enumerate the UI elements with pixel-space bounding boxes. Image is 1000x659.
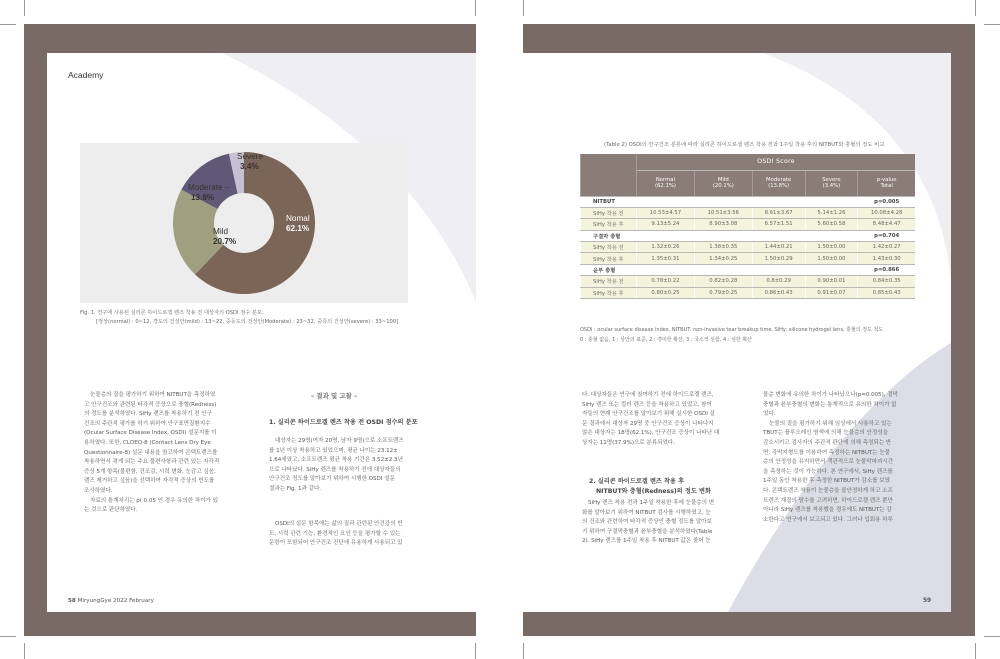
pie-label-nomal: Nomal [286, 214, 310, 223]
pie-value-nomal: 62.1% [286, 224, 310, 233]
pie-label-mild: Mild [213, 227, 229, 236]
table-cell [752, 196, 805, 207]
left-col1-line: 조사하였다. [84, 487, 113, 494]
table-cell: 0.86±0.43 [752, 287, 805, 298]
right-col1-p1-line: SiHy 렌즈 또는 컬러 렌즈 등을 착용하고 있었고, 참여 [582, 401, 712, 408]
column-header-sub: (13.8%) [768, 183, 790, 189]
right-col2-line: 을 측정하는 것이 가능하다. 본 연구에서, SiHy 렌즈를 [763, 468, 893, 475]
table-cell [752, 230, 805, 241]
pie-chart [80, 143, 408, 303]
table-cell: 0.91±0.07 [805, 287, 858, 298]
table-row [581, 219, 916, 230]
table-note-2: 0 : 충혈 없음, 1 : 상안의 표준, 2 : 경미한 확산, 3 : 국소적 심함, 4 : 심한 확산 [580, 337, 752, 343]
left-col1-line: 렌즈 제거하고 싶음)을 선택하여 자각적 증상의 빈도를 [84, 478, 215, 485]
table-cell: 10.53±4.57 [637, 207, 695, 218]
column-header-name: p-value [876, 177, 897, 183]
page-number: 58 [68, 598, 76, 604]
table-cell: 5.14±1.26 [805, 207, 858, 218]
right-body-column-1-para-2 [582, 499, 747, 547]
row-label: 윤부 충혈 [581, 264, 637, 275]
subsection-title-2a: 2. 실리콘 하이드로겔 렌즈 착용 후 [589, 478, 685, 485]
row-label: SiHy 착용 전 [581, 207, 637, 218]
crop-mark [0, 24, 16, 25]
table-cell: 1.34±0.25 [694, 253, 752, 264]
table-cell: 0.84±0.35 [858, 276, 915, 287]
column-header-name: Mild [717, 177, 729, 183]
table-row [581, 253, 916, 264]
crop-mark [975, 643, 976, 659]
table-cell [694, 230, 752, 241]
table-cell: 1.50±0.00 [805, 242, 858, 253]
column-header-sub: (3.4%) [822, 183, 841, 189]
left-body-column-2-para-2 [269, 520, 429, 549]
left-col2-p1-line: 대상자는 29명(여자 20명, 남자 9명)으로 소프트렌즈 [275, 438, 404, 444]
subsection-title: 1. 실리콘 하이드로겔 렌즈 착용 전 OSDI 점수의 분포 [269, 419, 418, 426]
table-row [581, 242, 916, 253]
pie-value-severe: 3.4% [240, 162, 259, 171]
table-row [581, 287, 916, 298]
crop-mark [984, 24, 1000, 25]
crop-mark [475, 643, 476, 659]
section-title: – 결과 및 고찰 – [311, 392, 358, 400]
pie-value-moderate: 13.8% [191, 193, 215, 202]
column-header-sub: Total [880, 183, 893, 189]
pie-label-moderate: Moderate – [188, 183, 230, 192]
left-col1-line: 고 안구건조와 관련된 타각적 증상으로 충혈(Redness) [84, 401, 217, 408]
section-header: Academy [68, 70, 104, 80]
table-cell: 6.57±1.51 [752, 219, 805, 230]
right-body-column-1-para-1 [582, 391, 747, 449]
right-col2-line: 물층 변화에 유의한 차이가 나타났으나(p=0.005), 결막 [763, 392, 898, 398]
right-col1-p2-line: 기 위하여 구결막충혈과 윤부충혈을 분석하였다(Table [582, 528, 713, 535]
left-body-column-2-para-1 [269, 437, 429, 495]
table-cell [694, 264, 752, 275]
right-page [523, 53, 951, 612]
crop-mark [523, 643, 524, 659]
page-number-right: 59 [923, 598, 932, 604]
column-header [805, 170, 858, 196]
left-page [47, 53, 476, 612]
table-cell: 0.78±0.22 [637, 276, 695, 287]
table-cell [637, 264, 695, 275]
left-col1-line: 증상 5개 항목(불편함, 건조감, 시력 변화, 눈감고 싶음, [84, 468, 216, 475]
right-col2-line: 다. 콘택트렌즈 착용이 눈물층을 불안정하게 하고 소프 [763, 487, 893, 494]
table-cell: 1.43±0.30 [858, 253, 915, 264]
table-cell: 5.60±0.58 [805, 219, 858, 230]
right-col1-p2-line: 2). SiHy 렌즈를 1주일 착용 후 NITBUT 값은 줄어 눈 [582, 538, 711, 545]
left-col1-line: (Ocular Surface Disease Index, OSDI) 설문지를 이 [84, 430, 217, 437]
row-label: 구결막 충혈 [581, 230, 637, 241]
table-row [581, 264, 916, 275]
table-cell [752, 264, 805, 275]
crop-mark [0, 636, 16, 637]
table-cell [694, 196, 752, 207]
table-cell: 1.38±0.35 [694, 242, 752, 253]
left-col2-p1-line: 1.64세였고, 소프트렌즈 평균 착용 기간은 3.52±2.3년 [269, 457, 403, 464]
table-cell: 1.32±0.26 [637, 242, 695, 253]
table-cell: 0.8±0.29 [752, 276, 805, 287]
right-body-column-2 [763, 391, 928, 525]
figure-caption: Fig. 1. 연구에 사용된 실리콘 하이드로겔 렌즈 착용 전 대상자의 OSDI 점수 분포. [80, 310, 264, 316]
right-col2-line: 었다. [763, 411, 776, 418]
table-cell: 1.42±0.27 [858, 242, 915, 253]
right-col2-line: TBUT는 플루오레신 염색에 의해 눈물층의 안정성을 [763, 430, 888, 437]
right-col2-line: 1주일 동안 착용한 후 측정한 NITBUT가 감소를 보였 [763, 478, 890, 485]
pie-label-severe: Severe [237, 152, 263, 161]
table-cell: 9.13±5.24 [637, 219, 695, 230]
row-label: SiHy 착용 후 [581, 287, 637, 298]
table-cell: p=0.005 [858, 196, 915, 207]
table-cell: 1.50±0.00 [805, 253, 858, 264]
table-cell: 10.51±3.56 [694, 207, 752, 218]
column-header-sub: (62.1%) [654, 183, 676, 189]
row-label: NITBUT [581, 196, 637, 207]
osdi-table [580, 154, 915, 299]
table-cell: p=0.704 [858, 230, 915, 241]
column-header [637, 170, 695, 196]
table-cell [805, 264, 858, 275]
left-col2-p2-line: 문항이 포함되어 안구건조 진단에 유용하게 사용되고 있 [269, 540, 403, 547]
osdi-score-header: OSDI Score [637, 154, 916, 170]
crop-mark [975, 0, 976, 16]
left-col1-line: 자료의 통계처리는 p( 0.05 인 경우 유의한 차이가 있 [90, 497, 219, 504]
right-col2-line: 면, 각막지형도를 이용하여 측정하는 NITBUT는 눈물 [763, 449, 891, 456]
right-col2-line: 층의 안정성을 유지하면서 객관적으로 눈물막파괴시간 [763, 459, 894, 466]
right-col1-p1-line: 않은 대상자는 18명(62.1%), 안구건조 증상이 나타난 대 [582, 430, 720, 437]
table-row [581, 196, 916, 207]
column-header-sub: (20.1%) [712, 183, 734, 189]
right-col1-p1-line: 다. 대상자들은 연구에 참여하기 전에 하이드로겔 렌즈, [582, 392, 714, 398]
row-label: SiHy 착용 전 [581, 242, 637, 253]
table-cell: 10.08±4.28 [858, 207, 915, 218]
table-cell [805, 196, 858, 207]
left-col1-line: 용하였다. 또한, CLDEQ-8 (Contact Lens Dry Eye [84, 439, 211, 446]
table-cell: 8.48±4.47 [858, 219, 915, 230]
magazine-name: MiryungGye 2022 February [77, 598, 154, 604]
right-col1-p2-line: 의 건조와 관련하여 타각적 증상인 충혈 정도를 알아보 [582, 519, 712, 526]
column-header [858, 170, 915, 196]
table-cell: 8.61±3.67 [752, 207, 805, 218]
left-col2-p2-line: 도, 시력 관련 기능, 환경적인 요인 등을 평가할 수 있는 [269, 530, 401, 537]
right-col1-p2-line: SiHy 렌즈 착용 전과 1주일 착용한 후에 눈물층의 변 [588, 500, 715, 506]
left-col1-line: 의 정도를 분석하였다. SiHy 렌즈를 착용하기 전 안구 [84, 411, 212, 418]
right-col2-line: 감소시키고 검사자의 주관적 판단에 의해 측정되는 반 [763, 439, 892, 446]
left-col1-line: 눈물층의 질을 평가하기 위하여 NITBUT을 측정하였 [90, 392, 216, 398]
crop-mark [24, 643, 25, 659]
table-cell: 0.79±0.25 [694, 287, 752, 298]
row-label: SiHy 착용 후 [581, 219, 637, 230]
left-col2-p2-line: OSDI의 설문 항목에는 삶의 질과 관련된 안건강의 빈 [275, 521, 403, 527]
right-col2-line: 아니라 SiHy 렌즈를 착용했을 경우에도 NITBUT는 감 [763, 507, 892, 514]
table-corner-cell [581, 154, 637, 196]
table-row [581, 207, 916, 218]
table-cell: 1.44±0.21 [752, 242, 805, 253]
right-col2-line: 눈물의 질을 평가하기 위해 임상에서 사용하고 있는 [769, 420, 892, 427]
table-cell [637, 196, 695, 207]
crop-mark [24, 0, 25, 16]
left-page-footer [68, 598, 154, 604]
left-col1-line: 건조의 주관적 평가를 하기 위하여 안구표면질환지수 [84, 420, 211, 427]
column-header-name: Severe [822, 177, 841, 183]
crop-mark [523, 0, 524, 16]
right-col1-p1-line: 문 결과에서 대상자 29명 중 안구건조 증상이 나타나지 [582, 420, 714, 427]
left-col1-line: 착용하면서 겪게 되는 주요 불편사항과 관련 있는 자각적 [84, 459, 220, 466]
table-cell: 0.80±0.25 [637, 287, 695, 298]
row-label: SiHy 착용 후 [581, 253, 637, 264]
right-col2-line: 충혈과 윤부충혈의 변화는 통계적으로 유의한 차이가 없 [763, 401, 897, 408]
left-col2-p1-line: 를 1년 이상 착용하고 있었으며, 평균 나이는 23.12± [269, 447, 398, 454]
column-header [694, 170, 752, 196]
crop-mark [475, 0, 476, 16]
right-col2-line: 소한다고 연구에서 보고되고 있다. 그러나 입회용 하루 [763, 516, 893, 523]
left-col1-line: 는 것으로 판단하였다. [84, 507, 138, 514]
column-header [752, 170, 805, 196]
table-note-1: OSDI : ocular surface disease index, NITBUT: non-invasive tear breakup time, SiHy: silicone hydrogel lens, 충혈의 정도 척도 [580, 327, 884, 333]
table-cell: 1.50±0.29 [752, 253, 805, 264]
table-cell: 1.35±0.31 [637, 253, 695, 264]
right-col1-p1-line: 자들의 현재 안구건조를 알아보기 위해 실시한 OSDI 설 [582, 411, 715, 418]
table-row [581, 276, 916, 287]
table-cell: p=0.866 [858, 264, 915, 275]
table-title: (Table 2) OSDI의 안구건조 분류에 따라 실리콘 하이드로겔 렌즈 착용 전과 1주일 착용 후의 NITBUT와 충혈의 정도 비교 [604, 142, 885, 148]
table-cell: 0.90±0.01 [805, 276, 858, 287]
left-body-column-1 [84, 391, 254, 516]
left-col2-p1-line: 으로 나타났다. SiHy 렌즈를 착용하기 전에 대상자들의 [269, 466, 401, 473]
column-header-name: Normal [655, 177, 676, 183]
table-cell: 8.90±3.08 [694, 219, 752, 230]
subsection-title-2b: NITBUT와 충혈(Redness)의 정도 변화 [596, 488, 711, 495]
column-header-name: Moderate [766, 177, 792, 183]
left-col1-line: Questionnaire-8) 설문 내용을 참고하여 콘택트렌즈를 [84, 449, 218, 456]
right-col1-p1-line: 상자는 11명(37.9%)으로 분류되었다. [582, 439, 675, 446]
table-cell [637, 230, 695, 241]
pie-value-mild: 20.7% [213, 237, 237, 246]
crop-mark [984, 636, 1000, 637]
left-col2-p1-line: 안구건조 정도를 알아보기 위하여 시행한 OSDI 설문 [269, 476, 395, 483]
right-col1-p2-line: 화를 알아보기 위하여 NITBUT 검사를 시행하였고, 눈 [582, 509, 711, 516]
figure-note: [정상(normal) : 0~12, 경도의 건성안(mild) : 13~22, 중등도의 건성안(Moderate) : 23~32, 중증의 건성안(severe) : 33~100] [96, 319, 399, 325]
table-cell: 0.85±0.43 [858, 287, 915, 298]
table-cell: 0.82±0.28 [694, 276, 752, 287]
left-col2-p1-line: 결과는 Fig. 1과 같다. [269, 485, 322, 492]
row-label: SiHy 착용 전 [581, 276, 637, 287]
right-col2-line: 트렌즈 재질의 탈수를 고려하면, 하이드로겔 렌즈 뿐만 [763, 497, 893, 504]
table-cell [805, 230, 858, 241]
table-row [581, 230, 916, 241]
